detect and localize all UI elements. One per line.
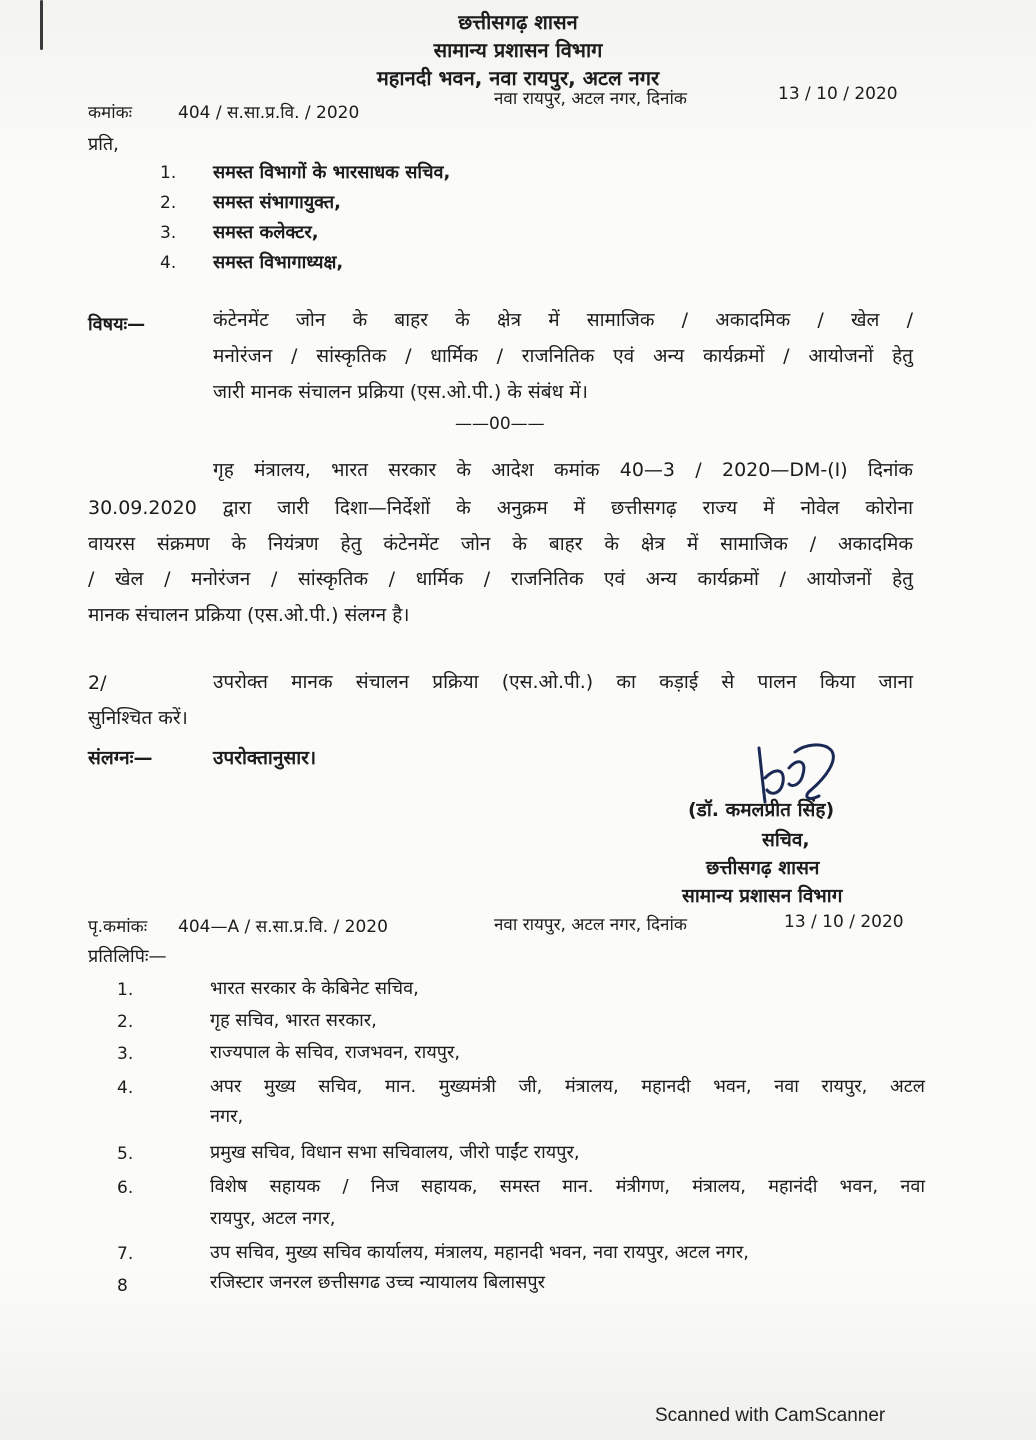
header-line-2: सामान्य प्रशासन विभाग (433, 38, 603, 62)
signatory-designation: सचिव, (762, 829, 810, 851)
header-line-3: महानदी भवन, नवा रायपुर, अटल नगर (376, 66, 660, 90)
subject-line: जारी मानक संचालन प्रक्रिया (एस.ओ.पी.) के संबंध में। (213, 381, 588, 403)
to-item-text: समस्त कलेक्टर, (213, 222, 319, 243)
separator: ——00—— (455, 414, 545, 434)
copy-item-text: अपर मुख्य सचिव, मान. मुख्यमंत्री जी, मंत्रालय, महानदी भवन, नवा रायपुर, अटल (210, 1076, 925, 1097)
copy-item-num: 7. (117, 1244, 134, 1264)
to-item-num: 3. (160, 223, 177, 243)
copy-item-text: भारत सरकार के केबिनेट सचिव, (210, 978, 419, 999)
subject-line: कंटेनमेंट जोन के बाहर के क्षेत्र में सामाजिक / अकादमिक / खेल / (213, 309, 913, 331)
copy-item-num: 2. (117, 1012, 134, 1032)
copy-item-text-cont: नगर, (210, 1106, 244, 1127)
copy-item-text: प्रमुख सचिव, विधान सभा सचिवालय, जीरो पाईंट रायपुर, (210, 1142, 580, 1163)
subject-line: मनोरंजन / सांस्कृतिक / धार्मिक / राजनितिक एवं अन्य कार्यक्रमों / आयोजनों हेतु (213, 345, 913, 367)
para1-line: मानक संचालन प्रक्रिया (एस.ओ.पी.) संलग्न है। (88, 604, 410, 626)
ref-place: नवा रायपुर, अटल नगर, दिनांक (494, 89, 687, 109)
ref-date: 13 / 10 / 2020 (778, 84, 898, 104)
ref-label: कमांकः (88, 103, 133, 123)
to-item-text: समस्त विभागों के भारसाधक सचिव, (213, 162, 451, 183)
ref-number: 404 / स.सा.प्र.वि. / 2020 (178, 103, 360, 123)
copy-item-text: राज्यपाल के सचिव, राजभवन, रायपुर, (210, 1042, 461, 1063)
para1-line: / खेल / मनोरंजन / सांस्कृतिक / धार्मिक / राजनितिक एवं अन्य कार्यक्रमों / आयोजनों हेतु (88, 568, 913, 590)
to-item-num: 2. (160, 193, 177, 213)
copy-item-num: 6. (117, 1178, 134, 1198)
para2-line: उपरोक्त मानक संचालन प्रक्रिया (एस.ओ.पी.) का कड़ाई से पालन किया जाना (213, 671, 913, 693)
header-line-1: छत्तीसगढ़ शासन (458, 10, 578, 34)
to-item-num: 4. (160, 253, 177, 273)
endorsement-label: पृ.कमांकः (88, 917, 148, 937)
signatory-org-1: छत्तीसगढ़ शासन (706, 857, 820, 879)
to-item-text: समस्त संभागायुक्त, (213, 192, 341, 213)
enclosure-label: संलग्नः— (88, 747, 153, 769)
copy-item-num: 8 (117, 1276, 128, 1296)
para2-number: 2/ (88, 672, 107, 694)
para1-line: गृह मंत्रालय, भारत सरकार के आदेश कमांक 40—3 / 2020—DM-(I) दिनांक (213, 459, 913, 481)
signatory-org-2: सामान्य प्रशासन विभाग (682, 885, 843, 907)
copy-label: प्रतिलिपिः— (88, 946, 167, 967)
copy-item-num: 4. (117, 1078, 134, 1098)
copy-item-num: 3. (117, 1044, 134, 1064)
to-item-num: 1. (160, 163, 177, 183)
para1-line: 30.09.2020 द्वारा जारी दिशा—निर्देशों के अनुक्रम में छत्तीसगढ़ राज्य में नोवेल कोरोना (88, 497, 913, 519)
subject-label: विषयः— (88, 314, 146, 335)
copy-item-num: 5. (117, 1144, 134, 1164)
copy-item-text: रजिस्टार जनरल छत्तीसगढ उच्च न्यायालय बिलासपुर (210, 1272, 545, 1293)
signatory-name: (डॉ. कमलप्रीत सिंह) (688, 799, 835, 821)
copy-item-num: 1. (117, 980, 134, 1000)
endorsement-place: नवा रायपुर, अटल नगर, दिनांक (494, 915, 687, 935)
copy-item-text: विशेष सहायक / निज सहायक, समस्त मान. मंत्रीगण, मंत्रालय, महानंदी भवन, नवा (210, 1176, 925, 1197)
copy-item-text: गृह सचिव, भारत सरकार, (210, 1010, 377, 1031)
to-label: प्रति, (88, 134, 119, 155)
copy-item-text: उप सचिव, मुख्य सचिव कार्यालय, मंत्रालय, महानदी भवन, नवा रायपुर, अटल नगर, (210, 1242, 749, 1263)
endorsement-number: 404—A / स.सा.प्र.वि. / 2020 (178, 917, 388, 937)
to-item-text: समस्त विभागाध्यक्ष, (213, 252, 344, 273)
endorsement-date: 13 / 10 / 2020 (784, 912, 904, 932)
para1-line: वायरस संक्रमण के नियंत्रण हेतु कंटेनमेंट जोन के बाहर के क्षेत्र में सामाजिक / अकादमिक (88, 533, 913, 555)
para2-line: सुनिश्चित करें। (88, 707, 188, 729)
scanner-watermark: Scanned with CamScanner (655, 1405, 886, 1426)
copy-item-text-cont: रायपुर, अटल नगर, (210, 1208, 336, 1229)
enclosure-text: उपरोक्तानुसार। (213, 747, 317, 769)
